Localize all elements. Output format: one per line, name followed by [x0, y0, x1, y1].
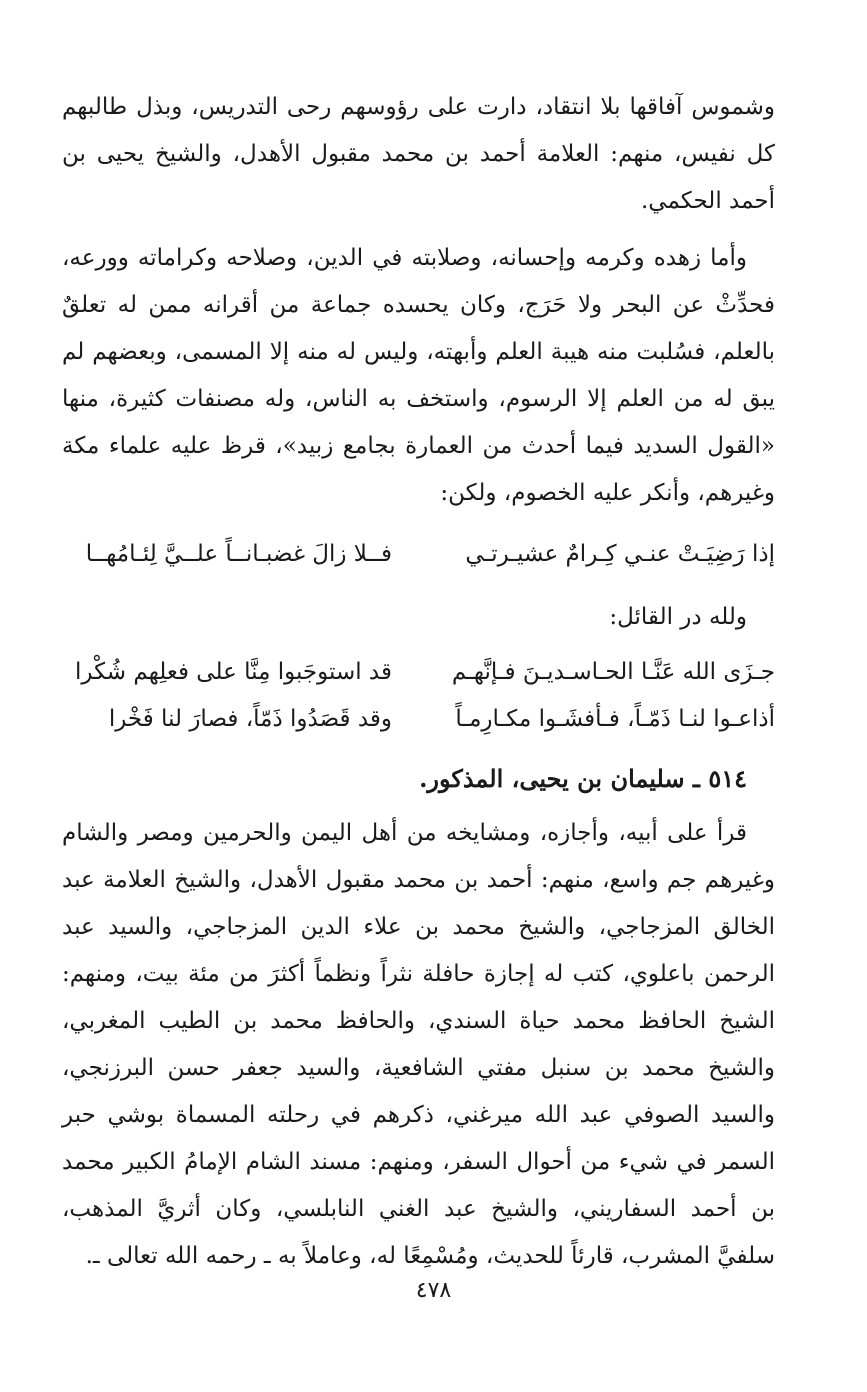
paragraph-2: وأما زهده وكرمه وإحسانه، وصلابته في الدين، وصلاحه وكراماته وورعه، فحدِّثْ عن البحر ولا حَرَج، وكان يحسده جماعة من أقرانه ممن له تعلقٌ بالعلم، فسُلبت منه هيبة العلم وأبهته، وليس له منه إلا المسمى، وبعضهم لم يبق له من العلم إلا الرسوم، واستخف به الناس، وله مصنفات كثيرة، منها «القول السديد فيما أحدث من العمارة بجامع زبيد»، قرظ عليه علماء مكة وغيرهم، وأنكر عليه الخصوم، ولكن:	[62, 245, 775, 506]
verse-block-1	[62, 531, 775, 578]
verse-line	[62, 696, 775, 743]
verse-second-hemistich: قد استوجَبوا مِنَّا على فعلِهم شُكْرا	[75, 659, 392, 685]
verse-line	[62, 649, 775, 696]
paragraph-1: وشموس آفاقها بلا انتقاد، دارت على رؤوسهم رحى التدريس، وبذل طالبهم كل نفيس، منهم: العلامة أحمد بن محمد مقبول الأهدل، والشيخ يحيى بن أحمد الحكمي.	[62, 94, 775, 214]
verse-intro: ولله در القائل:	[609, 604, 747, 630]
page-number: ٤٧٨	[415, 1278, 452, 1303]
verse-second-hemistich: فــلا زالَ غضبـانــاً علــيَّ لِئـامُهــا	[85, 541, 392, 567]
page-body	[62, 84, 775, 1280]
verse-second-hemistich: وقد قَصَدُوا ذَمّاً، فصارَ لنا فَخْرا	[108, 706, 392, 732]
entry-body: قرأ على أبيه، وأجازه، ومشايخه من أهل اليمن والحرمين ومصر والشام وغيرهم جم واسع، منهم: أحمد بن محمد مقبول الأهدل، والشيخ العلامة عبد الخالق المزجاجي، والشيخ محمد بن علاء الدين المزجاجي، والسيد عبد الرحمن باعلوي، كتب له إجازة حافلة نثراً ونظماً أكثرَ من مئة بيت، ومنهم: الشيخ الحافظ محمد حياة السندي، والحافظ محمد بن الطيب المغربي، والشيخ محمد بن سنبل مفتي الشافعية، والسيد جعفر حسن البرزنجي، والسيد الصوفي عبد الله ميرغني، ذكرهم في رحلته المسماة بوشي حبر السمر في شيء من أحوال السفر، ومنهم: مسند الشام الإمامُ الكبير محمد بن أحمد السفاريني، والشيخ عبد الغني النابلسي، وكان أثريَّ المذهب، سلفيَّ المشرب، قارئاً للحديث، ومُسْمِعًا له، وعاملاً به ـ رحمه الله تعالى ـ.	[62, 820, 775, 1269]
verse-first-hemistich: جـزَى الله عَنَّـا الحـاسـديـنَ فـإنَّهـم	[451, 659, 775, 685]
entry-heading: ٥١٤ ـ سليمان بن يحيى، المذكور.	[419, 764, 747, 793]
verse-first-hemistich: أذاعـوا لنـا ذَمّـاً، فـأفشَـوا مكـارِمـاً	[455, 706, 775, 732]
verse-line	[62, 531, 775, 578]
verse-first-hemistich: إذا رَضِيَـتْ عنـي كِـرامٌ عشيـرتـي	[465, 541, 775, 567]
verse-block-2	[62, 649, 775, 743]
